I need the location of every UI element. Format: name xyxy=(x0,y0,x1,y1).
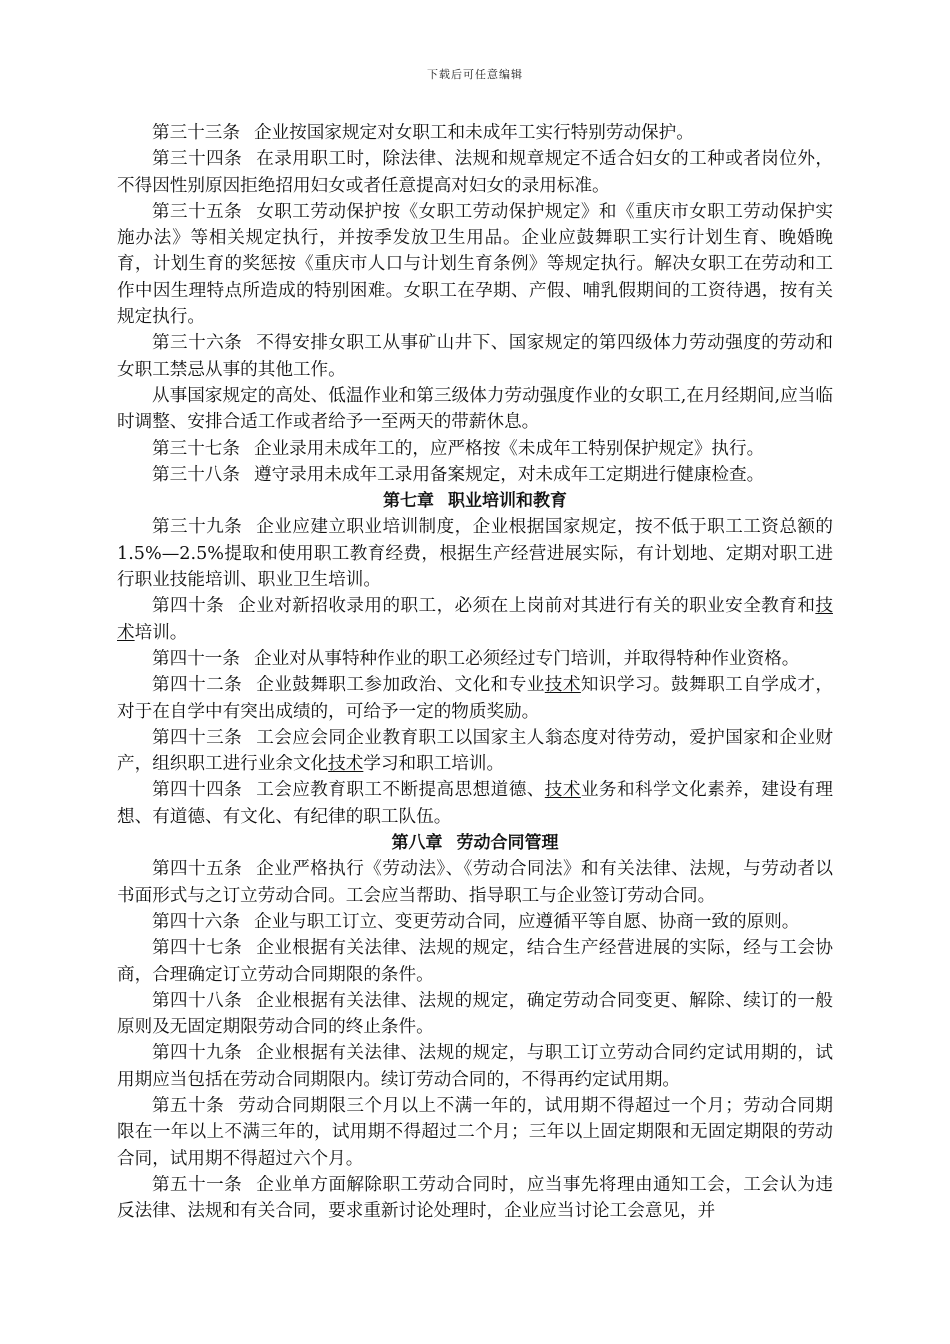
article-text: 工会应会同企业教育职工以国家主人翁态度对待劳动，爱护国家和企业财产，组织职工进行业余文化技术学习和职工培训。 xyxy=(117,727,833,775)
chapter-number: 第八章 xyxy=(391,833,443,854)
article-text: 企业严格执行《劳动法》、《劳动合同法》和有关法律、法规，与劳动者以书面形式与之订立劳动合同。工会应当帮助、指导职工与企业签订劳动合同。 xyxy=(117,859,833,906)
article-number: 第四十条 xyxy=(152,596,225,617)
article-42 xyxy=(117,672,833,725)
article-33 xyxy=(117,120,833,146)
article-36 xyxy=(117,330,833,383)
article-text: 从事国家规定的高处、低温作业和第三级体力劳动强度作业的女职工,在月经期间,应当临时调整、安排合适工作或者给予一至两天的带薪休息。 xyxy=(117,385,833,433)
article-39 xyxy=(117,514,833,593)
article-number: 第四十九条 xyxy=(152,1043,243,1064)
article-41 xyxy=(117,646,833,672)
chapter-title: 劳动合同管理 xyxy=(456,833,559,854)
article-number: 第四十五条 xyxy=(152,859,243,880)
document-body xyxy=(117,120,833,1224)
chapter-8-heading xyxy=(117,830,833,856)
article-number: 第五十条 xyxy=(152,1095,225,1116)
article-number: 第四十八条 xyxy=(152,990,243,1011)
article-number: 第四十二条 xyxy=(152,675,243,696)
article-47 xyxy=(117,935,833,988)
article-number: 第三十四条 xyxy=(152,149,243,170)
article-36-continuation xyxy=(117,383,833,436)
article-text: 企业录用未成年工的，应严格按《未成年工特别保护规定》执行。 xyxy=(253,438,765,459)
article-number: 第三十九条 xyxy=(152,517,243,538)
article-text: 女职工劳动保护按《女职工劳动保护规定》和《重庆市女职工劳动保护实施办法》等相关规定执行，并按季发放卫生用品。企业应鼓舞职工实行计划生育、晚婚晚育，计划生育的奖惩按《重庆市人口与计划生育条例》等规定执行。解决女职工在劳动和工作中因生理特点所造成的特别困难。女职工在孕期、产假、哺乳假期间的工资待遇，按有关规定执行。 xyxy=(117,201,833,328)
article-text: 企业鼓舞职工参加政治、文化和专业技术知识学习。鼓舞职工自学成才，对于在自学中有突出成绩的，可给予一定的物质奖励。 xyxy=(117,675,833,722)
article-number: 第三十八条 xyxy=(152,464,240,485)
article-text: 工会应教育职工不断提高思想道德、技术业务和科学文化素养，建设有理想、有道德、有文化、有纪律的职工队伍。 xyxy=(117,780,833,827)
article-number: 第五十一条 xyxy=(152,1174,243,1195)
article-text: 不得安排女职工从事矿山井下、国家规定的第四级体力劳动强度的劳动和女职工禁忌从事的其他工作。 xyxy=(117,333,833,380)
article-text: 企业根据有关法律、法规的规定，确定劳动合同变更、解除、续订的一般原则及无固定期限劳动合同的终止条件。 xyxy=(117,990,833,1038)
article-text: 企业按国家规定对女职工和未成年工实行特别劳动保护。 xyxy=(253,123,694,143)
article-38 xyxy=(117,462,833,488)
article-46 xyxy=(117,909,833,935)
chapter-number: 第七章 xyxy=(383,491,434,512)
article-number: 第四十四条 xyxy=(152,780,243,801)
article-text: 企业根据有关法律、法规的规定，结合生产经营进展的实际，经与工会协商，合理确定订立劳动合同期限的条件。 xyxy=(117,938,833,985)
article-text: 企业根据有关法律、法规的规定，与职工订立劳动合同约定试用期的，试用期应当包括在劳动合同期限内。续订劳动合同的，不得再约定试用期。 xyxy=(117,1043,833,1090)
article-51 xyxy=(117,1172,833,1225)
article-35 xyxy=(117,199,833,330)
chapter-title: 职业培训和教育 xyxy=(448,491,567,512)
article-50 xyxy=(117,1093,833,1172)
article-40 xyxy=(117,593,833,646)
article-text: 遵守录用未成年工录用备案规定，对未成年工定期进行健康检查。 xyxy=(253,464,765,485)
article-text: 企业应建立职业培训制度，企业根据国家规定，按不低于职工工资总额的1.5%—2.5%提取和使用职工教育经费，根据生产经营进展实际，有计划地、定期对职工进行职业技能培训、职业卫生培训。 xyxy=(117,517,833,591)
article-number: 第四十一条 xyxy=(152,648,240,669)
article-text: 在录用职工时，除法律、法规和规章规定不适合妇女的工种或者岗位外，不得因性别原因拒绝招用妇女或者任意提高对妇女的录用标准。 xyxy=(117,149,833,196)
article-number: 第三十六条 xyxy=(152,333,243,354)
article-49 xyxy=(117,1040,833,1093)
article-text: 劳动合同期限三个月以上不满一年的，试用期不得超过一个月；劳动合同期限在一年以上不满三年的，试用期不得超过二个月；三年以上固定期限和无固定期限的劳动合同，试用期不得超过六个月。 xyxy=(117,1095,833,1169)
article-number: 第三十七条 xyxy=(152,438,240,459)
article-number: 第四十六条 xyxy=(152,911,240,932)
article-number: 第四十七条 xyxy=(152,938,243,959)
article-43 xyxy=(117,725,833,778)
article-48 xyxy=(117,988,833,1041)
article-34 xyxy=(117,146,833,199)
article-text: 企业单方面解除职工劳动合同时，应当事先将理由通知工会，工会认为违反法律、法规和有关合同，要求重新讨论处理时，企业应当讨论工会意见，并 xyxy=(117,1174,833,1222)
article-text: 企业对新招收录用的职工，必须在上岗前对其进行有关的职业安全教育和技术培训。 xyxy=(117,596,833,643)
header-note: 下载后可任意编辑 xyxy=(427,68,523,81)
article-number: 第三十五条 xyxy=(152,201,243,222)
article-44 xyxy=(117,777,833,830)
article-45 xyxy=(117,856,833,909)
article-text: 企业与职工订立、变更劳动合同，应遵循平等自愿、协商一致的原则。 xyxy=(253,911,800,932)
article-number: 第三十三条 xyxy=(152,123,240,143)
article-text: 企业对从事特种作业的职工必须经过专门培训，并取得特种作业资格。 xyxy=(253,648,800,669)
article-37 xyxy=(117,436,833,462)
article-number: 第四十三条 xyxy=(152,727,243,748)
chapter-7-heading xyxy=(117,488,833,514)
